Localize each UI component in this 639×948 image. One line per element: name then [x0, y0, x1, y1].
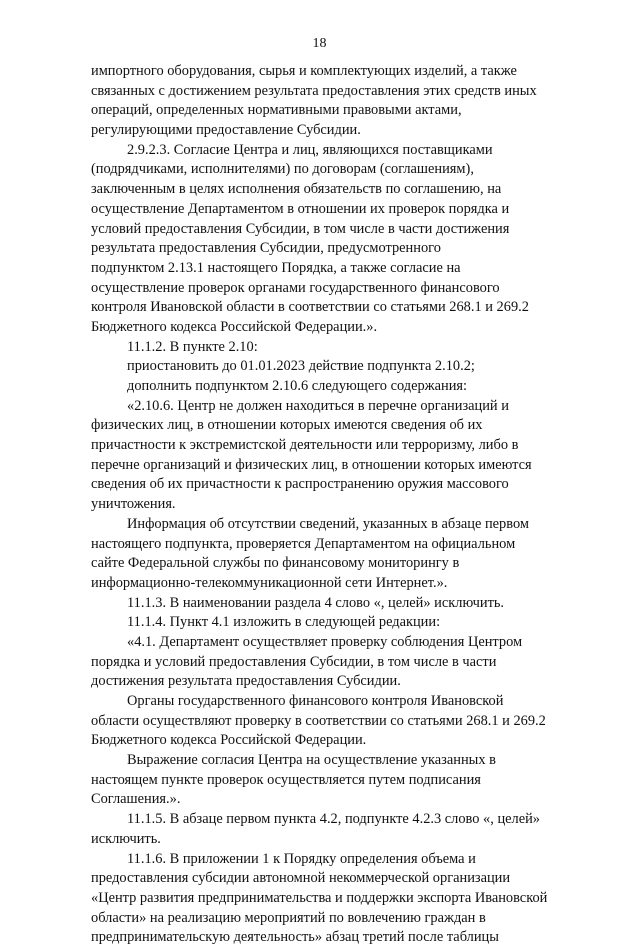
text-line: заключенным в целях исполнения обязательств по соглашению, на: [91, 181, 502, 198]
text-line: порядка и условий предоставления Субсидии, в том числе в части: [91, 653, 497, 670]
text-line: «2.10.6. Центр не должен находиться в перечне организаций и: [127, 397, 509, 414]
text-line: сайте Федеральной службы по финансовому мониторингу в: [91, 555, 460, 572]
text-line: физических лиц, в отношении которых имеются сведения об их: [91, 417, 483, 434]
text-line: контроля Ивановской области в соответствии со статьями 268.1 и 269.2: [91, 299, 529, 316]
text-line: причастности к экстремистской деятельности или терроризму, либо в: [91, 437, 519, 454]
text-line: 11.1.5. В абзаце первом пункта 4.2, подпункте 4.2.3 слово «, целей»: [127, 811, 540, 828]
text-line: области осуществляют проверку в соответствии со статьями 268.1 и 269.2: [91, 712, 546, 729]
text-line: перечне организаций и физических лиц, в отношении которых имеются: [91, 456, 532, 473]
text-line: связанных с достижением результата предоставления этих средств иных: [91, 82, 537, 99]
text-line: Соглашения.».: [91, 791, 181, 808]
text-line: Информация об отсутствии сведений, указанных в абзаце первом: [127, 515, 529, 532]
page-number: 18: [312, 36, 327, 51]
text-line: «Центр развития предпринимательства и поддержки экспорта Ивановской: [91, 889, 548, 906]
text-line: регулирующими предоставление Субсидии.: [91, 122, 361, 139]
text-line: подпунктом 2.13.1 настоящего Порядка, а также согласие на: [91, 259, 461, 276]
text-line: сведения об их причастности к распространению оружия массового: [91, 476, 509, 493]
text-line: операций, определенных нормативными правовыми актами,: [91, 102, 462, 119]
text-line: 11.1.2. В пункте 2.10:: [127, 338, 258, 355]
text-line: 11.1.3. В наименовании раздела 4 слово «, целей» исключить.: [127, 594, 505, 611]
text-line: условий предоставления Субсидии, в том числе в части достижения: [91, 220, 510, 237]
text-line: импортного оборудования, сырья и комплектующих изделий, а также: [91, 63, 517, 79]
text-line: исключить.: [91, 830, 161, 847]
text-line: Органы государственного финансового контроля Ивановской: [127, 693, 504, 709]
text-line: Бюджетного кодекса Российской Федерации.».: [91, 318, 378, 335]
document-body: [91, 62, 572, 948]
text-line: предпринимательскую деятельность» абзац третий после таблицы: [91, 929, 499, 946]
text-line: Бюджетного кодекса Российской Федерации.: [91, 732, 367, 749]
text-line: области» на реализацию мероприятий по вовлечению граждан в: [91, 909, 486, 926]
text-line: информационно-телекоммуникационной сети Интернет.».: [91, 574, 448, 591]
text-line: 2.9.2.3. Согласие Центра и лиц, являющихся поставщиками: [127, 141, 493, 158]
text-line: (подрядчиками, исполнителями) по договорам (соглашениям),: [91, 161, 474, 178]
text-line: достижения результата предоставления Субсидии.: [91, 673, 401, 690]
text-line: уничтожения.: [91, 496, 176, 513]
text-line: 11.1.6. В приложении 1 к Порядку определения объема и: [127, 850, 476, 867]
text-line: настоящем пункте проверок осуществляется путем подписания: [91, 771, 481, 788]
text-line: приостановить до 01.01.2023 действие подпункта 2.10.2;: [127, 358, 475, 375]
text-line: предоставления субсидии автономной некоммерческой организации: [91, 870, 511, 887]
text-line: результата предоставления Субсидии, предусмотренного: [91, 240, 441, 257]
text-line: 11.1.4. Пункт 4.1 изложить в следующей редакции:: [127, 614, 441, 631]
text-line: Выражение согласия Центра на осуществление указанных в: [127, 752, 496, 769]
text-line: осуществление проверок органами государственного финансового: [91, 279, 500, 296]
text-line: осуществление Департаментом в отношении их проверок порядка и: [91, 200, 510, 217]
text-line: дополнить подпунктом 2.10.6 следующего содержания:: [127, 378, 468, 394]
text-line: настоящего подпункта, проверяется Департаментом на официальном: [91, 535, 516, 552]
text-line: «4.1. Департамент осуществляет проверку соблюдения Центром: [127, 633, 523, 650]
